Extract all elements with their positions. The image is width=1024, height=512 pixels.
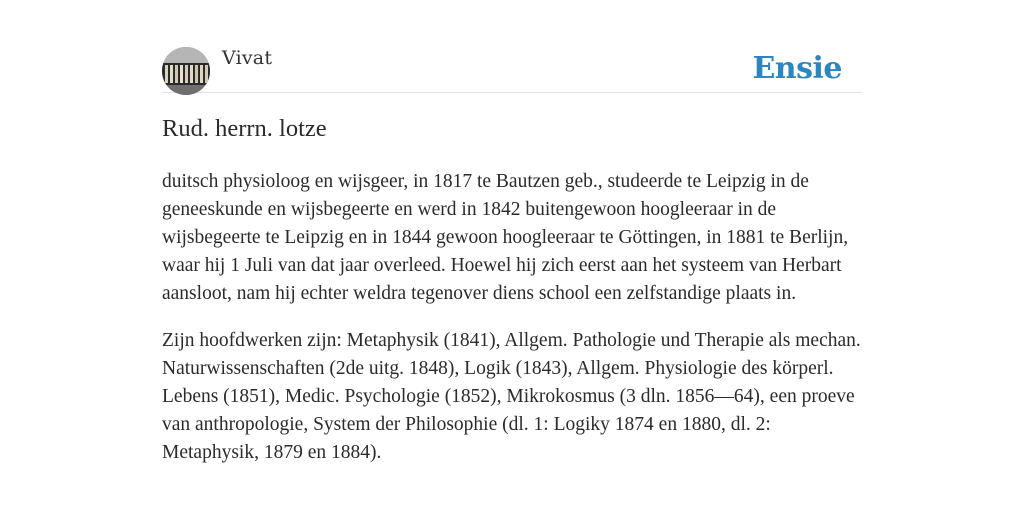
bookshelf-avatar-icon	[162, 47, 210, 95]
author-avatar[interactable]	[162, 47, 210, 95]
article-paragraph: Zijn hoofdwerken zijn: Metaphysik (1841), Allgem. Pathologie und Therapie als mechan. Naturwissenschaften (2de uitg. 1848), Logik (1843), Allgem. Physiologie des körperl. Lebens (1851), Medic. Psychologie (1852), Mikrokosmus (3 dln. 1856—64), een proeve van anthropologie, System der Philosophie (dl. 1: Logiky 1874 en 1880, dl. 2: Metaphysik, 1879 en 1884).	[162, 330, 861, 463]
author-name[interactable]: Vivat	[222, 47, 273, 69]
article-paragraph: duitsch physioloog en wijsgeer, in 1817 te Bautzen geb., studeerde te Leipzig in de geneeskunde en wijsbegeerte en werd in 1842 buitengewoon hoogleeraar in de wijsbegeerte te Leipzig en in 1844 gewoon hoogleeraar te Göttingen, in 1881 te Berlijn, waar hij 1 Juli van dat jaar overleed. Hoewel hij zich eerst aan het systeem van Herbart aansloot, nam hij echter weldra tegenover diens school een zelfstandige plaats in.	[162, 171, 849, 304]
header	[162, 46, 862, 93]
article-body	[162, 168, 862, 486]
page-title: Rud. herrn. lotze	[162, 115, 327, 142]
brand-logo[interactable]: Ensie	[752, 51, 842, 86]
